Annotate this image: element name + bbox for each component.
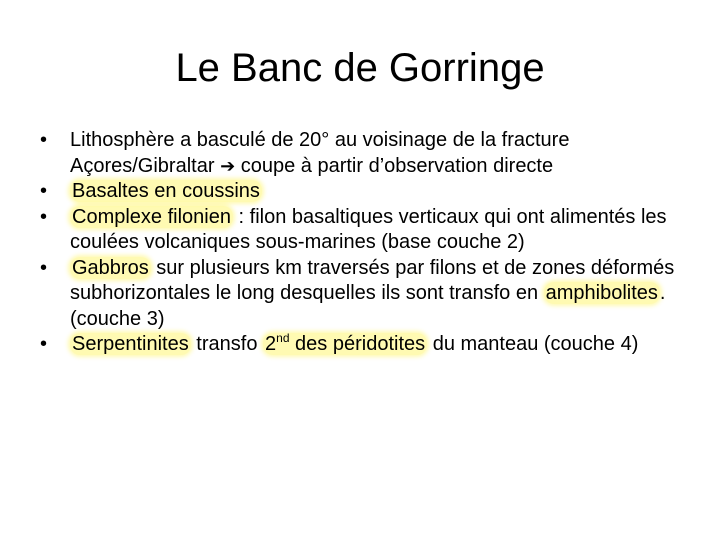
bullet-item [40,205,700,256]
bullet-list [40,128,700,358]
bullet-text: du manteau (couche 4) [427,333,639,355]
bullet-text: coupe à partir d’observation directe [235,154,554,177]
bullet-item [40,256,700,333]
bullet-item [40,179,700,205]
bullet-text: : filon basaltiques verticaux qui ont alimentés les coulées volcaniques sous-marines (base couche 2) [70,205,667,253]
bullet-marker: • [40,129,48,151]
bullet-marker: • [40,180,48,202]
bullet-text: Lithosphère a basculé de 20° au voisinage de la fracture Açores/Gibraltar [70,129,570,177]
bullet-text: sur plusieurs km traversés par filons et de zones déformés subhorizontales le long desquelles ils sont transfo en [70,256,675,304]
highlighted-text: Serpentinites [72,333,189,355]
highlighted-text: Basaltes en coussins [72,180,260,202]
bullet-item [40,128,700,179]
highlighted-text: Complexe filonien [72,205,231,228]
highlighted-text: amphibolites [545,282,658,304]
bullet-marker: • [40,256,48,279]
bullet-text: .(couche 3) [70,282,666,330]
bullet-marker: • [40,333,48,355]
ordinal-number: 2 [265,333,277,355]
ordinal-suffix: nd [276,331,290,345]
slide-title: Le Banc de Gorringe [175,46,545,90]
arrow-right-icon: ➔ [220,155,236,176]
highlighted-text: Gabbros [72,256,149,279]
highlighted-phrase: des péridotites [289,333,426,355]
bullet-item [40,332,700,358]
highlighted-text [263,333,427,355]
bullet-marker: • [40,205,48,228]
bullet-text: transfo [190,333,264,355]
